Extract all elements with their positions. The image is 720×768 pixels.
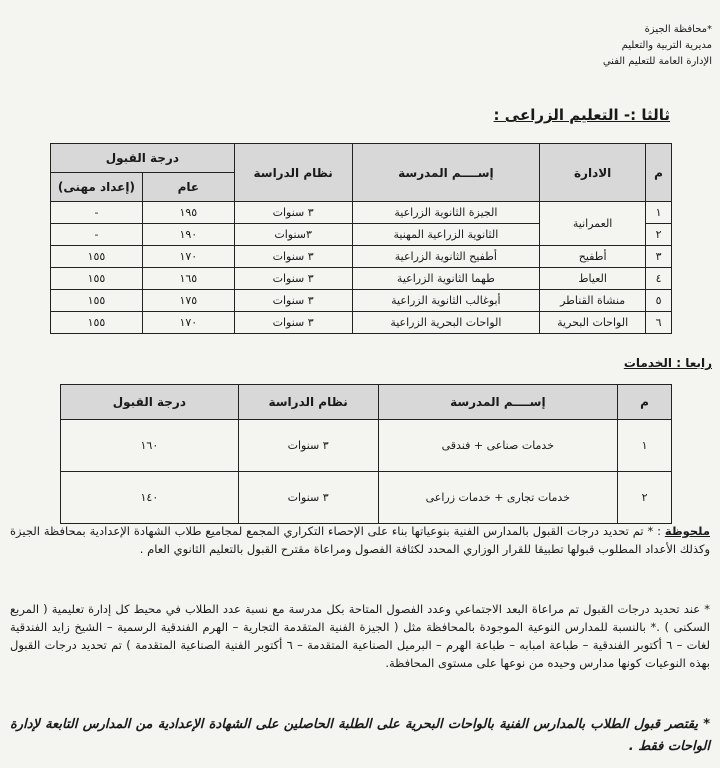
school-cell: طهما الثانوية الزراعية: [352, 268, 540, 290]
school-cell: خدمات تجارى + خدمات زراعى: [378, 472, 618, 524]
header-grade: درجة القبول: [51, 144, 235, 173]
admin-cell: العياط: [540, 268, 646, 290]
table-row: ٢ الثانوية الزراعية المهنية ٣سنوات ١٩٠ -: [51, 224, 672, 246]
header-grade: درجة القبول: [61, 385, 239, 420]
header-school: إســــم المدرسة: [378, 385, 618, 420]
note-paragraph-2: * عند تحديد درجات القبول تم مراعاة البعد الاجتماعي وعدد الفصول المتاحة بكل مدرسة مع نسبة عدد الطلاب في محيط كل إدارة تعليمية ( المربع السكنى ) .* بالنسبة للمدارس النوعية الموجودة بالمحافظة مثل ( الجيزة الفنية المتقدمة التجارية – الهرم الفندقية الرسمية – الشيخ زايد الفندقية لغات – ٦ أكتوبر الفندقية – طباعة امبابه – طباعة الهرم – البرميل الصناعية المتقدمة – ٦ أكتوبر الفنية الصناعية المتقدمة ) تم تحديد درجات القبول بهذه النوعيات كونها مدارس وحيده من نوعها على مستوى المحافظة.: [10, 602, 710, 670]
header-m: م: [618, 385, 672, 420]
section-agricultural-title: ثالثا :- التعليم الزراعى :: [493, 106, 670, 124]
agricultural-schools-table: [50, 143, 672, 334]
header-m: م: [646, 144, 672, 202]
header-system: نظام الدراسة: [234, 144, 352, 202]
school-cell: الثانوية الزراعية المهنية: [352, 224, 540, 246]
school-cell: الواحات البحرية الزراعية: [352, 312, 540, 334]
header-vocational: (إعداد مهنى): [51, 173, 143, 202]
admin-cell: الواحات البحرية: [540, 312, 646, 334]
governorate-line: *محافظة الجيزة: [644, 24, 712, 35]
section-services-title: رابعا : الخدمات: [623, 356, 712, 370]
admin-cell: العمرانية: [540, 202, 646, 246]
note-text: : * تم تحديد درجات القبول بالمدارس الفنية بنوعياتها بناء على الإحصاء التكراري المجمع لمجاميع طلاب الشهادة الإعدادية بمحافظة الجيزة وكذلك الأعداد المطلوب قبولها تطبيقا للقرار الوزاري المحدد لكثافة الفصول ومراعاة مقترح القبول بالتعليم الثانوي العام .: [10, 524, 710, 556]
school-cell: أطفيح الثانوية الزراعية: [352, 246, 540, 268]
directorate-line: مديرية التربية والتعليم: [621, 40, 712, 51]
school-cell: أبوغالب الثانوية الزراعية: [352, 290, 540, 312]
header-general: عام: [142, 173, 234, 202]
note-paragraph-1: [10, 522, 710, 558]
services-schools-table: [60, 384, 672, 524]
administration-line: الإدارة العامة للتعليم الفني: [602, 56, 712, 67]
school-cell: الجيزة الثانوية الزراعية: [352, 202, 540, 224]
admin-cell: أطفيح: [540, 246, 646, 268]
table-row: ٣ أطفيح أطفيح الثانوية الزراعية ٣ سنوات ١٧٠ ١٥٥: [51, 246, 672, 268]
note-label: ملحوظة: [664, 524, 710, 538]
table-row: ٥ منشاة القناطر أبوغالب الثانوية الزراعية ٣ سنوات ١٧٥ ١٥٥: [51, 290, 672, 312]
letterhead: [492, 22, 712, 70]
table-row: ٤ العياط طهما الثانوية الزراعية ٣ سنوات ١٦٥ ١٥٥: [51, 268, 672, 290]
table-row: ١ خدمات صناعى + فندقى ٣ سنوات ١٦٠: [61, 420, 672, 472]
table-row: ٢ خدمات تجارى + خدمات زراعى ٣ سنوات ١٤٠: [61, 472, 672, 524]
school-cell: خدمات صناعى + فندقى: [378, 420, 618, 472]
header-admin: الادارة: [540, 144, 646, 202]
header-school: إســــم المدرسة: [352, 144, 540, 202]
table-row: ٦ الواحات البحرية الواحات البحرية الزراعية ٣ سنوات ١٧٠ ١٥٥: [51, 312, 672, 334]
admin-cell: منشاة القناطر: [540, 290, 646, 312]
header-system: نظام الدراسة: [238, 385, 378, 420]
table-row: ١ العمرانية الجيزة الثانوية الزراعية ٣ سنوات ١٩٥ -: [51, 202, 672, 224]
note-paragraph-3: * يقتصر قبول الطلاب بالمدارس الفنية بالواحات البحرية على الطلبة الحاصلين على الشهادة الإعدادية من المدارس التابعة لإدارة الواحات فقط .: [10, 717, 710, 754]
